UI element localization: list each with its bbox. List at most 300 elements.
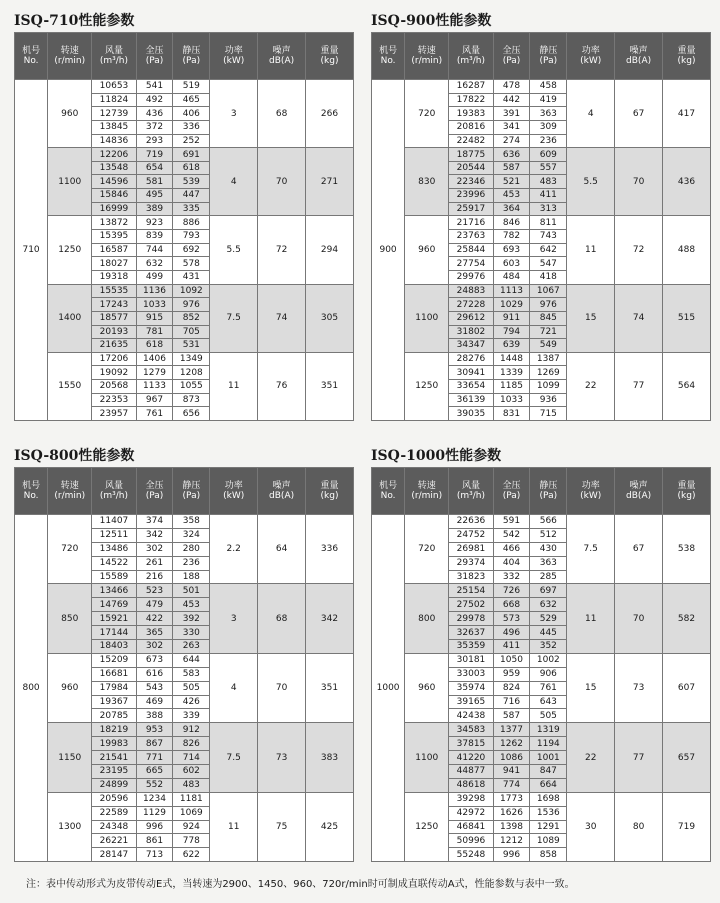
speed-cell: 850 [48,584,92,653]
flow-cell: 34347 [449,339,493,353]
col-header-unit: (r/min) [54,491,86,501]
total-pressure-cell: 1113 [493,284,530,298]
col-header-unit: No. [23,56,39,66]
static-pressure-cell: 642 [530,243,567,257]
static-pressure-cell: 447 [173,189,210,203]
noise-cell: 72 [615,216,663,284]
static-pressure-cell: 743 [530,230,567,244]
weight-cell: 351 [306,352,354,420]
power-cell: 3 [210,80,258,148]
total-pressure-cell: 496 [493,626,530,640]
col-header-label: 转速 [60,481,79,491]
static-pressure-cell: 430 [530,542,567,556]
performance-table [14,32,354,421]
noise-cell: 64 [258,515,306,584]
static-pressure-cell: 330 [173,626,210,640]
flow-cell: 14836 [92,134,136,148]
col-header-unit: dB(A) [626,491,652,501]
static-pressure-cell: 1269 [530,366,567,380]
col-header-unit: (kW) [580,56,602,66]
total-pressure-cell: 713 [136,848,173,862]
total-pressure-cell: 1262 [493,737,530,751]
static-pressure-cell: 285 [530,570,567,584]
col-header-unit: (kW) [223,491,245,501]
total-pressure-cell: 1626 [493,806,530,820]
total-pressure-cell: 484 [493,270,530,284]
total-pressure-cell: 1234 [136,792,173,806]
flow-cell: 18775 [449,148,493,162]
col-header-noise [615,33,663,80]
static-pressure-cell: 557 [530,161,567,175]
total-pressure-cell: 654 [136,161,173,175]
flow-cell: 17206 [92,352,136,366]
flow-cell: 31802 [449,325,493,339]
table-row [372,653,711,667]
col-header-unit: (m³/h) [456,491,486,501]
col-header-label: 噪声 [272,481,291,491]
total-pressure-cell: 422 [136,612,173,626]
table-row [372,216,711,230]
total-pressure-cell: 1448 [493,352,530,366]
col-header-unit: (Pa) [539,56,558,66]
model-number-cell: 1000 [372,515,405,862]
total-pressure-cell: 495 [136,189,173,203]
col-header-static [173,468,210,515]
static-pressure-cell: 811 [530,216,567,230]
total-pressure-cell: 478 [493,80,530,94]
static-pressure-cell: 1698 [530,792,567,806]
flow-cell: 15921 [92,612,136,626]
weight-cell: 607 [663,653,711,722]
col-header-model [15,33,48,80]
total-pressure-cell: 372 [136,120,173,134]
total-pressure-cell: 365 [136,626,173,640]
header-row [15,468,354,515]
power-cell: 15 [567,284,615,352]
static-pressure-cell: 858 [530,848,567,862]
flow-cell: 23763 [449,230,493,244]
total-pressure-cell: 716 [493,695,530,709]
total-pressure-cell: 587 [493,709,530,723]
flow-cell: 18219 [92,723,136,737]
static-pressure-cell: 618 [173,161,210,175]
flow-cell: 25154 [449,584,493,598]
static-pressure-cell: 1055 [173,380,210,394]
power-cell: 2.2 [210,515,258,584]
table-row [15,653,354,667]
static-pressure-cell: 793 [173,230,210,244]
col-header-static [173,33,210,80]
static-pressure-cell: 418 [530,270,567,284]
speed-cell: 960 [405,653,449,722]
static-pressure-cell: 691 [173,148,210,162]
power-cell: 5.5 [567,148,615,216]
total-pressure-cell: 665 [136,765,173,779]
col-header-unit: (Pa) [182,56,201,66]
weight-cell: 336 [306,515,354,584]
col-header-speed [48,33,92,80]
total-pressure-cell: 923 [136,216,173,230]
col-header-label: 机号 [379,481,398,491]
static-pressure-cell: 845 [530,311,567,325]
static-pressure-cell: 1291 [530,820,567,834]
table-row [15,216,354,230]
table-container [371,467,711,862]
col-header-model [372,468,405,515]
col-header-speed [48,468,92,515]
static-pressure-cell: 1092 [173,284,210,298]
flow-cell: 50996 [449,834,493,848]
flow-cell: 27228 [449,298,493,312]
static-pressure-cell: 483 [173,778,210,792]
noise-cell: 68 [258,584,306,653]
total-pressure-cell: 1086 [493,751,530,765]
speed-cell: 960 [48,653,92,722]
static-pressure-cell: 529 [530,612,567,626]
speed-cell: 1100 [405,284,449,352]
col-header-label: 重量 [677,46,696,56]
total-pressure-cell: 782 [493,230,530,244]
col-header-flow [92,468,136,515]
static-pressure-cell: 445 [530,626,567,640]
flow-cell: 15535 [92,284,136,298]
panel-isq-1000 [371,445,711,862]
static-pressure-cell: 643 [530,695,567,709]
flow-cell: 17243 [92,298,136,312]
static-pressure-cell: 363 [530,107,567,121]
total-pressure-cell: 996 [136,820,173,834]
model-number-cell: 710 [15,80,48,421]
total-pressure-cell: 388 [136,709,173,723]
flow-cell: 55248 [449,848,493,862]
col-header-unit: (Pa) [145,491,164,501]
static-pressure-cell: 505 [530,709,567,723]
col-header-label: 转速 [60,46,79,56]
total-pressure-cell: 591 [493,515,530,529]
power-cell: 15 [567,653,615,722]
static-pressure-cell: 335 [173,202,210,216]
flow-cell: 20544 [449,161,493,175]
flow-cell: 16287 [449,80,493,94]
panel-isq-900 [371,10,711,421]
col-header-unit: (m³/h) [99,491,129,501]
col-header-unit: No. [23,491,39,501]
col-header-label: 重量 [320,481,339,491]
static-pressure-cell: 778 [173,834,210,848]
col-header-label: 风量 [104,46,123,56]
noise-cell: 70 [615,584,663,653]
total-pressure-cell: 636 [493,148,530,162]
flow-cell: 14596 [92,175,136,189]
power-cell: 11 [210,352,258,420]
col-header-label: 转速 [417,481,436,491]
flow-cell: 19383 [449,107,493,121]
col-header-unit: (kg) [677,56,696,66]
col-header-unit: dB(A) [626,56,652,66]
flow-cell: 32637 [449,626,493,640]
performance-table [371,467,711,862]
speed-cell: 1550 [48,352,92,420]
col-header-unit: (r/min) [411,56,443,66]
total-pressure-cell: 587 [493,161,530,175]
table-container [14,32,354,421]
speed-cell: 720 [405,515,449,584]
table-title: ISQ-1000性能参数 [371,448,502,464]
table-row [372,584,711,598]
static-pressure-cell: 453 [173,598,210,612]
static-pressure-cell: 309 [530,120,567,134]
static-pressure-cell: 352 [530,640,567,654]
weight-cell: 266 [306,80,354,148]
col-header-label: 全压 [145,481,164,491]
table-row [15,792,354,806]
header-row [15,33,354,80]
flow-cell: 16681 [92,667,136,681]
static-pressure-cell: 236 [530,134,567,148]
total-pressure-cell: 453 [493,189,530,203]
col-header-label: 全压 [145,46,164,56]
table-row [15,352,354,366]
total-pressure-cell: 1133 [136,380,173,394]
static-pressure-cell: 1002 [530,653,567,667]
flow-cell: 20193 [92,325,136,339]
header-row [372,468,711,515]
total-pressure-cell: 824 [493,681,530,695]
model-number-cell: 900 [372,80,405,421]
flow-cell: 41220 [449,751,493,765]
speed-cell: 830 [405,148,449,216]
flow-cell: 23957 [92,407,136,421]
total-pressure-cell: 941 [493,765,530,779]
col-header-total [136,33,173,80]
total-pressure-cell: 1129 [136,806,173,820]
col-header-total [136,468,173,515]
table-row [15,148,354,162]
power-cell: 11 [210,792,258,861]
static-pressure-cell: 1069 [173,806,210,820]
total-pressure-cell: 831 [493,407,530,421]
flow-cell: 29978 [449,612,493,626]
table-row [372,80,711,94]
col-header-unit: (r/min) [54,56,86,66]
total-pressure-cell: 293 [136,134,173,148]
col-header-label: 风量 [104,481,123,491]
static-pressure-cell: 1194 [530,737,567,751]
speed-cell: 960 [48,80,92,148]
total-pressure-cell: 469 [136,695,173,709]
total-pressure-cell: 639 [493,339,530,353]
static-pressure-cell: 411 [530,189,567,203]
total-pressure-cell: 332 [493,570,530,584]
power-cell: 7.5 [567,515,615,584]
flow-cell: 20785 [92,709,136,723]
total-pressure-cell: 915 [136,311,173,325]
col-header-unit: (Pa) [182,491,201,501]
panel-isq-710 [14,10,354,421]
total-pressure-cell: 861 [136,834,173,848]
flow-cell: 27754 [449,257,493,271]
col-header-weight [663,33,711,80]
flow-cell: 13548 [92,161,136,175]
noise-cell: 73 [615,653,663,722]
speed-cell: 960 [405,216,449,284]
flow-cell: 34583 [449,723,493,737]
speed-cell: 1250 [405,792,449,861]
static-pressure-cell: 847 [530,765,567,779]
static-pressure-cell: 363 [530,556,567,570]
static-pressure-cell: 873 [173,393,210,407]
col-header-label: 转速 [417,46,436,56]
flow-cell: 21541 [92,751,136,765]
flow-cell: 19983 [92,737,136,751]
flow-cell: 21635 [92,339,136,353]
noise-cell: 76 [258,352,306,420]
total-pressure-cell: 1050 [493,653,530,667]
power-cell: 22 [567,352,615,420]
header-row [372,33,711,80]
noise-cell: 67 [615,80,663,148]
static-pressure-cell: 1387 [530,352,567,366]
table-row [15,723,354,737]
total-pressure-cell: 342 [136,528,173,542]
static-pressure-cell: 1536 [530,806,567,820]
static-pressure-cell: 692 [173,243,210,257]
static-pressure-cell: 602 [173,765,210,779]
col-header-label: 风量 [461,481,480,491]
total-pressure-cell: 442 [493,93,530,107]
weight-cell: 417 [663,80,711,148]
static-pressure-cell: 458 [530,80,567,94]
flow-cell: 35359 [449,640,493,654]
static-pressure-cell: 280 [173,542,210,556]
flow-cell: 20596 [92,792,136,806]
flow-cell: 13872 [92,216,136,230]
noise-cell: 70 [258,148,306,216]
total-pressure-cell: 603 [493,257,530,271]
flow-cell: 27502 [449,598,493,612]
col-header-label: 静压 [539,46,558,56]
weight-cell: 425 [306,792,354,861]
flow-cell: 23996 [449,189,493,203]
power-cell: 7.5 [210,284,258,352]
static-pressure-cell: 578 [173,257,210,271]
table-title: ISQ-900性能参数 [371,13,492,29]
static-pressure-cell: 313 [530,202,567,216]
total-pressure-cell: 1136 [136,284,173,298]
col-header-unit: (kg) [320,491,339,501]
col-header-unit: (Pa) [145,56,164,66]
static-pressure-cell: 519 [173,80,210,94]
power-cell: 3 [210,584,258,653]
speed-cell: 720 [48,515,92,584]
col-header-unit: (m³/h) [99,56,129,66]
col-header-unit: (Pa) [539,491,558,501]
weight-cell: 342 [306,584,354,653]
flow-cell: 18403 [92,640,136,654]
col-header-unit: (Pa) [502,491,521,501]
static-pressure-cell: 252 [173,134,210,148]
performance-table [14,467,354,862]
static-pressure-cell: 644 [173,653,210,667]
total-pressure-cell: 867 [136,737,173,751]
col-header-noise [615,468,663,515]
flow-cell: 15209 [92,653,136,667]
col-header-label: 机号 [22,481,41,491]
col-header-unit: dB(A) [269,56,295,66]
flow-cell: 37815 [449,737,493,751]
flow-cell: 30941 [449,366,493,380]
table-container [14,467,354,862]
performance-table [371,32,711,421]
total-pressure-cell: 581 [136,175,173,189]
col-header-unit: (kg) [677,491,696,501]
total-pressure-cell: 668 [493,598,530,612]
col-header-noise [258,468,306,515]
col-header-label: 静压 [182,46,201,56]
flow-cell: 12511 [92,528,136,542]
flow-cell: 28276 [449,352,493,366]
weight-cell: 271 [306,148,354,216]
static-pressure-cell: 512 [530,528,567,542]
col-header-weight [663,468,711,515]
static-pressure-cell: 886 [173,216,210,230]
speed-cell: 1150 [48,723,92,792]
total-pressure-cell: 911 [493,311,530,325]
flow-cell: 18577 [92,311,136,325]
flow-cell: 19092 [92,366,136,380]
col-header-label: 功率 [581,481,600,491]
total-pressure-cell: 479 [136,598,173,612]
table-row [15,515,354,529]
flow-cell: 28147 [92,848,136,862]
noise-cell: 77 [615,352,663,420]
total-pressure-cell: 492 [136,93,173,107]
total-pressure-cell: 1279 [136,366,173,380]
static-pressure-cell: 324 [173,528,210,542]
flow-cell: 21716 [449,216,493,230]
weight-cell: 657 [663,723,711,792]
footnote: 注：表中传动形式为皮带传动E式，当转速为2900、1450、960、720r/min时可制成直联传动A式，性能参数与表中一致。 [26,879,575,890]
weight-cell: 383 [306,723,354,792]
weight-cell: 351 [306,653,354,722]
static-pressure-cell: 664 [530,778,567,792]
total-pressure-cell: 411 [493,640,530,654]
flow-cell: 29612 [449,311,493,325]
power-cell: 11 [567,584,615,653]
flow-cell: 17984 [92,681,136,695]
table-row [372,792,711,806]
col-header-noise [258,33,306,80]
flow-cell: 24883 [449,284,493,298]
col-header-unit: (m³/h) [456,56,486,66]
flow-cell: 20568 [92,380,136,394]
total-pressure-cell: 466 [493,542,530,556]
flow-cell: 29374 [449,556,493,570]
flow-cell: 11407 [92,515,136,529]
col-header-label: 机号 [22,46,41,56]
static-pressure-cell: 539 [173,175,210,189]
static-pressure-cell: 547 [530,257,567,271]
flow-cell: 14522 [92,556,136,570]
flow-cell: 17144 [92,626,136,640]
power-cell: 22 [567,723,615,792]
static-pressure-cell: 263 [173,640,210,654]
col-header-power [210,468,258,515]
total-pressure-cell: 719 [136,148,173,162]
weight-cell: 582 [663,584,711,653]
flow-cell: 31823 [449,570,493,584]
flow-cell: 39165 [449,695,493,709]
